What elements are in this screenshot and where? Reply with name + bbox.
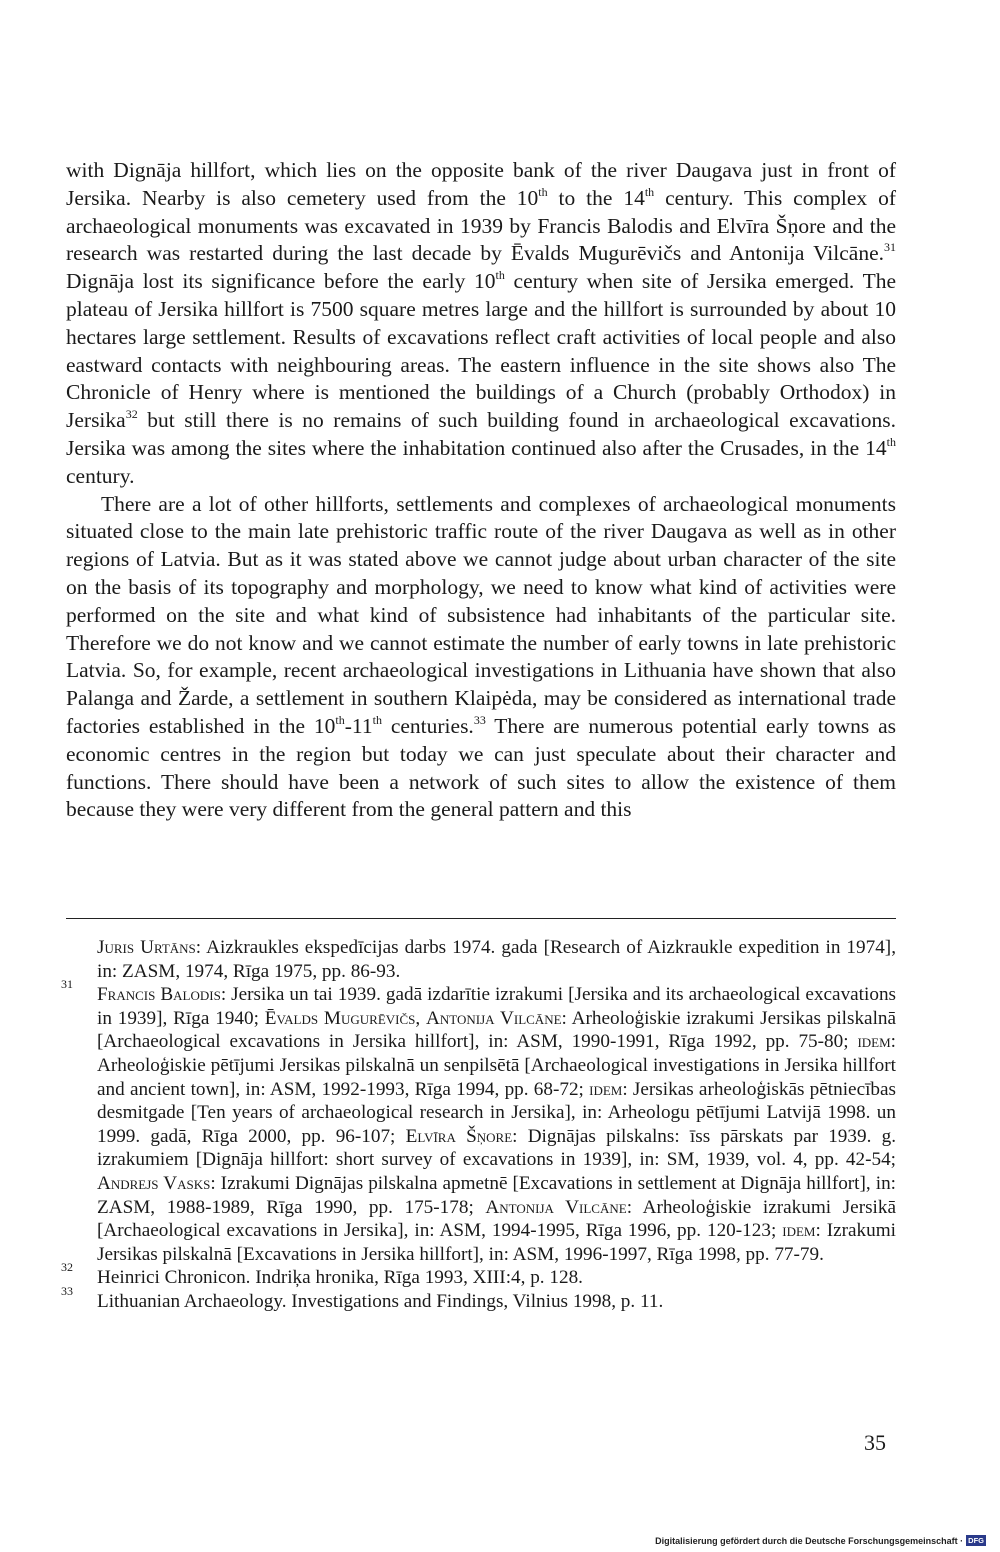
- dfg-logo-icon: DFG: [968, 1536, 984, 1545]
- footnote-33: [61, 1283, 896, 1314]
- author-name: idem: [857, 1031, 891, 1053]
- superscript: th: [372, 712, 382, 727]
- author-name: idem: [782, 1220, 816, 1242]
- text-run: Dignāja lost its significance before the early 10: [66, 269, 496, 294]
- text-run: but still there is no remains of such building found in archaeological excavations. Jersika was among the sites where the inhabitation continued also after the Crusades, in the 14: [66, 408, 896, 460]
- text-run: century. This complex of archaeological monuments was excavated in 1939 by Francis Balodis and Elvīra Šņore and the research was restarted during the last decade by Ēvalds Mugurēvičs and Antonija Vilcāne.: [66, 185, 896, 266]
- author-name: Juris Urtāns: [97, 937, 196, 958]
- footnote-text: : Jersikas arheoloģiskās pētniecības desmitgade [Ten years of archaeological research in Jersika], in: Arheologu pētījumi Latvijā 1998. un 1999. gadā, Rīga 2000, pp. 96-107;: [97, 1078, 896, 1147]
- footnote-text: : Dignājas pilskalns: īss pārskats par 1939. g. izrakumiem [Dignāja hillfort: short survey of excavations in 1939], in: SM, 1939, vol. 4, pp. 42-54;: [97, 1125, 896, 1171]
- paragraph-1: [66, 157, 896, 491]
- credit-text: Digitalisierung gefördert durch die Deutsche Forschungsgemeinschaft ·: [655, 1535, 964, 1546]
- text-run: with Dignāja hillfort, which lies on the opposite bank of the river Daugava just in front of Jersika. Nearby is also cemetery used from the 10: [66, 158, 896, 210]
- text-run: There are a lot of other hillforts, settlements and complexes of archaeological monuments situated close to the main late prehistoric traffic route of the river Daugava as well as in other regions of Latvia. But as it was stated above we cannot judge about urban character of the site on the basis of its topography and morphology, we need to know what kind of activities were performed on the site and what kind of subsistence had inhabitants of the particular site. Therefore we do not know and we cannot estimate the number of early towns in late prehistoric Latvia. So, for example, recent archaeological investigations in Lithuania have shown that also Palanga and Žarde, a settlement in southern Klaipėda, may be considered as international trade factories established in the 10: [66, 491, 896, 738]
- text-run: -11: [344, 713, 373, 738]
- author-name: Ēvalds Mugurēvičs: [264, 1007, 416, 1029]
- digitization-credit: [655, 1535, 986, 1546]
- superscript: th: [495, 268, 505, 283]
- text-run: centuries.: [381, 713, 474, 738]
- footnote-text: Heinrici Chronicon. Indriķa hronika, Rīga 1993, XIII:4, p. 128.: [97, 1267, 583, 1289]
- author-name: idem: [589, 1078, 623, 1100]
- footnote-text: : Arheoloģiskie izrakumi Jersikas pilskalnā [Archaeological excavations in Jersika hillfort], in: ASM, 1990-1991, Rīga 1992, pp. 75-80;: [97, 1007, 897, 1053]
- superscript: th: [886, 434, 896, 449]
- text-run: to the 14: [547, 185, 645, 210]
- paragraph-2: [66, 491, 896, 825]
- footnote-text: : Aizkraukles ekspedīcijas darbs 1974. gada [Research of Aizkraukle expedition in 1974], in: ZASM, 1974, Rīga 1975, pp. 86-93.: [97, 937, 896, 982]
- footnote-ref-32[interactable]: 32: [125, 407, 138, 422]
- author-name: Antonija Vilcāne: [426, 1007, 562, 1029]
- text-run: There are numerous potential early towns as economic centres in the region but today we can just speculate about their character and functions. There should have been a network of such sites to allow the existence of them because they were very different from the general pattern and this: [66, 713, 896, 822]
- footnote-number: 31: [61, 977, 73, 992]
- superscript: th: [644, 184, 655, 199]
- text-run: century when site of Jersika emerged. The plateau of Jersika hillfort is 7500 square metres large and the hillfort is surrounded by about 10 hectares large settlement. Results of excavations reflect craft activities of local people and also eastward contacts with neighbouring areas. The eastern influence in the site shows also The Chronicle of Henry where is mentioned the buildings of a Church (probably Orthodox) in Jersika: [66, 269, 896, 433]
- footnote-divider: [66, 918, 896, 919]
- superscript: th: [538, 184, 548, 199]
- footnote-ref-31[interactable]: 31: [884, 240, 896, 255]
- footnote-32: [61, 1260, 896, 1290]
- footnote-31: [61, 977, 897, 1266]
- footnote-text: Lithuanian Archaeology. Investigations and Findings, Vilnius 1998, p. 11.: [97, 1290, 664, 1312]
- text-run: century.: [66, 463, 135, 488]
- footnote-text: : Izrakumi Jersikas pilskalnā [Excavations in Jersika hillfort], in: ASM, 1996-1997, Rīga 1998, pp. 77-79.: [97, 1220, 896, 1265]
- footnotes: [61, 936, 897, 1314]
- footnote-text: ,: [415, 1007, 427, 1029]
- author-name: Antonija Vilcāne: [485, 1196, 627, 1218]
- author-name: Andrejs Vasks: [97, 1172, 211, 1194]
- superscript: th: [335, 712, 345, 727]
- footnote-text: : Arheoloģiskie izrakumi Jersikā [Archaeological excavations in Jersika], in: ASM, 1994-1995, Rīga 1996, pp. 120-123;: [97, 1196, 896, 1242]
- footnote-30-continued: [66, 936, 896, 983]
- footnote-text: : Izrakumi Dignājas pilskalna apmetnē [Excavations in settlement at Dignāja hillfort], in: ZASM, 1988-1989, Rīga 1990, pp. 175-178;: [97, 1172, 896, 1218]
- footnote-number: 33: [61, 1283, 73, 1298]
- author-name: Elvīra Šņore: [405, 1125, 513, 1147]
- footnote-number: 32: [61, 1260, 73, 1275]
- footnote-text: : Arheoloģiskie pētījumi Jersikas pilskalnā un senpilsētā [Archaeological investigations in Jersika hillfort and ancient town], in: ASM, 1992-1993, Rīga 1994, pp. 68-72;: [97, 1031, 896, 1100]
- footnote-ref-33[interactable]: 33: [473, 712, 486, 727]
- page-number: 35: [864, 1430, 886, 1455]
- author-name: Francis Balodis: [97, 984, 221, 1006]
- footnote-text: : Jersika un tai 1939. gadā izdarītie izrakumi [Jersika and its archaeological excavations in 1939], Rīga 1940;: [97, 984, 897, 1029]
- main-text: [66, 157, 896, 824]
